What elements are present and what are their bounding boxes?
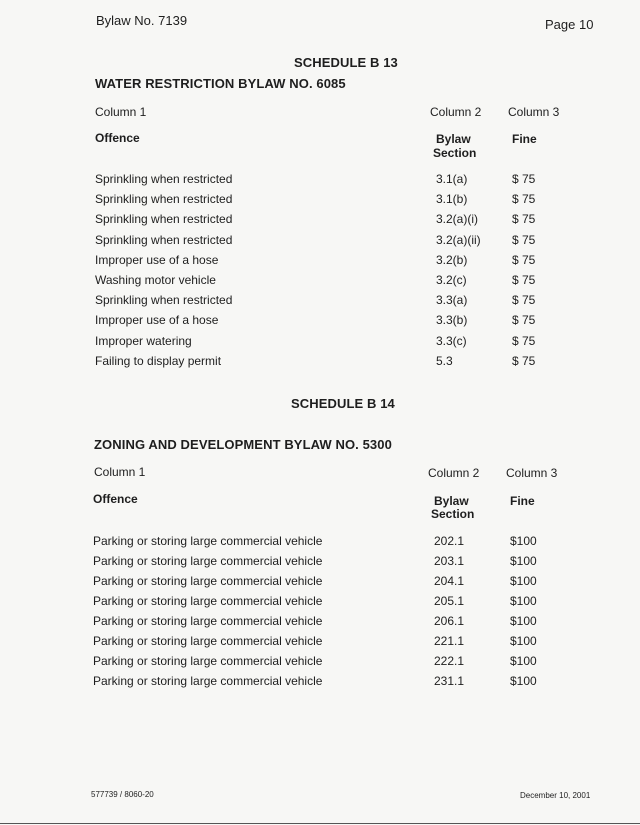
b13-offence-heading: Offence xyxy=(95,131,140,145)
offence-cell: Sprinkling when restricted xyxy=(95,232,233,247)
fine-cell: $100 xyxy=(510,654,537,668)
b14-column-2: Column 2 xyxy=(428,466,480,480)
b14-offence-heading: Offence xyxy=(93,492,138,506)
fine-cell: $ 75 xyxy=(512,333,536,348)
section-cell: 3.2(c) xyxy=(436,273,467,287)
fine-cell: $100 xyxy=(510,534,537,548)
b14-fine-heading: Fine xyxy=(510,494,535,508)
table-row xyxy=(0,634,640,652)
footer-date: December 10, 2001 xyxy=(520,791,591,800)
b14-column-3: Column 3 xyxy=(506,466,558,480)
offence-cell: Parking or storing large commercial vehicle xyxy=(93,614,323,628)
section-cell: 203.1 xyxy=(434,554,465,568)
section-cell: 3.2(a)(ii) xyxy=(436,232,481,247)
table-row xyxy=(0,554,640,572)
bylaw-number: Bylaw No. 7139 xyxy=(96,13,188,28)
b13-column-1: Column 1 xyxy=(95,105,147,119)
offence-cell: Sprinkling when restricted xyxy=(95,172,233,186)
table-row xyxy=(0,594,640,612)
b14-column-1: Column 1 xyxy=(94,465,146,479)
fine-cell: $ 75 xyxy=(512,252,536,267)
fine-cell: $ 75 xyxy=(512,273,536,287)
b13-fine-heading: Fine xyxy=(512,132,537,146)
b13-section-heading: Section xyxy=(433,146,477,160)
b14-section-heading: Section xyxy=(431,507,475,521)
fine-cell: $100 xyxy=(510,614,537,628)
table-row xyxy=(0,212,640,230)
footer-file-number: 577739 / 8060-20 xyxy=(91,790,154,799)
table-row xyxy=(0,192,640,210)
fine-cell: $ 75 xyxy=(512,293,536,308)
fine-cell: $100 xyxy=(510,574,537,588)
offence-cell: Parking or storing large commercial vehicle xyxy=(93,674,323,688)
schedule-b13-subtitle: WATER RESTRICTION BYLAW NO. 6085 xyxy=(95,76,346,91)
b14-bylaw-heading: Bylaw xyxy=(434,494,469,508)
fine-cell: $ 75 xyxy=(512,232,536,247)
offence-cell: Parking or storing large commercial vehicle xyxy=(93,534,323,548)
offence-cell: Improper watering xyxy=(95,333,192,348)
offence-cell: Parking or storing large commercial vehicle xyxy=(93,634,323,648)
table-row xyxy=(0,293,640,311)
fine-cell: $ 75 xyxy=(512,172,536,186)
page-number: Page 10 xyxy=(545,17,594,32)
section-cell: 3.1(b) xyxy=(436,192,468,207)
offence-cell: Sprinkling when restricted xyxy=(95,212,233,227)
offence-cell: Parking or storing large commercial vehicle xyxy=(93,554,323,568)
offence-cell: Failing to display permit xyxy=(95,353,222,368)
bottom-scan-line xyxy=(0,823,640,824)
section-cell: 3.3(b) xyxy=(436,313,468,328)
fine-cell: $ 75 xyxy=(512,313,536,328)
table-row xyxy=(0,354,640,372)
offence-cell: Sprinkling when restricted xyxy=(95,192,233,207)
table-row xyxy=(0,273,640,291)
fine-cell: $100 xyxy=(510,674,537,688)
table-row xyxy=(0,313,640,331)
schedule-b14-subtitle: ZONING AND DEVELOPMENT BYLAW NO. 5300 xyxy=(94,437,392,452)
section-cell: 221.1 xyxy=(434,634,465,648)
schedule-b13-title: SCHEDULE B 13 xyxy=(294,55,398,70)
fine-cell: $100 xyxy=(510,634,537,648)
fine-cell: $ 75 xyxy=(512,192,536,207)
offence-cell: Parking or storing large commercial vehicle xyxy=(93,594,323,608)
table-row xyxy=(0,654,640,672)
b13-column-2: Column 2 xyxy=(430,105,482,119)
table-row xyxy=(0,574,640,592)
fine-cell: $ 75 xyxy=(512,353,536,368)
offence-cell: Washing motor vehicle xyxy=(95,273,216,287)
table-row xyxy=(0,253,640,271)
section-cell: 3.3(a) xyxy=(436,293,468,308)
b13-bylaw-heading: Bylaw xyxy=(436,132,471,146)
section-cell: 231.1 xyxy=(434,674,465,688)
section-cell: 206.1 xyxy=(434,614,465,628)
table-row xyxy=(0,614,640,632)
table-row xyxy=(0,674,640,692)
fine-cell: $ 75 xyxy=(512,212,536,227)
section-cell: 205.1 xyxy=(434,594,465,608)
offence-cell: Improper use of a hose xyxy=(95,252,219,267)
offence-cell: Parking or storing large commercial vehicle xyxy=(93,574,323,588)
table-row xyxy=(0,534,640,552)
section-cell: 3.2(b) xyxy=(436,252,468,267)
section-cell: 202.1 xyxy=(434,534,465,548)
table-row xyxy=(0,334,640,352)
offence-cell: Parking or storing large commercial vehicle xyxy=(93,654,323,668)
section-cell: 222.1 xyxy=(434,654,465,668)
section-cell: 3.1(a) xyxy=(436,172,468,186)
section-cell: 5.3 xyxy=(436,353,453,368)
schedule-b14-title: SCHEDULE B 14 xyxy=(291,396,395,411)
section-cell: 3.3(c) xyxy=(436,333,467,348)
offence-cell: Sprinkling when restricted xyxy=(95,293,233,308)
table-row xyxy=(0,233,640,251)
fine-cell: $100 xyxy=(510,594,537,608)
section-cell: 3.2(a)(i) xyxy=(436,212,479,227)
table-row xyxy=(0,172,640,190)
section-cell: 204.1 xyxy=(434,574,465,588)
b13-column-3: Column 3 xyxy=(508,105,560,119)
fine-cell: $100 xyxy=(510,554,537,568)
offence-cell: Improper use of a hose xyxy=(95,313,219,328)
